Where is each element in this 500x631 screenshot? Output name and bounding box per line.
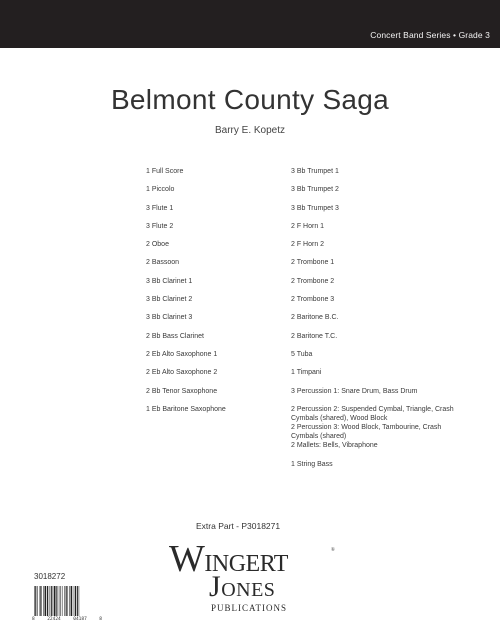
barcode-bar [75,586,76,616]
barcode-bar [79,586,80,616]
part-item: 2 Baritone T.C. [291,332,338,340]
barcode-bar [60,586,61,616]
svg-text:®: ® [331,548,335,553]
barcode-bar [35,586,36,616]
part-item: 5 Tuba [291,350,313,358]
barcode-digits [32,617,102,622]
parts-list-left [146,167,276,423]
barcode-bar [45,586,47,616]
barcode-bar [66,586,67,616]
part-item: 2 Bb Tenor Saxophone [146,387,218,395]
part-item: 2 F Horn 2 [291,241,325,249]
barcode-bar [34,586,35,616]
barcode-bar [69,586,70,616]
part-item: 3 Percussion 1: Snare Drum, Bass Drum [291,387,418,395]
barcode-bar [47,586,48,616]
part-item: 3 Bb Clarinet 3 [146,314,193,322]
part-item: 2 Trombone 1 [291,259,335,267]
part-item: 2 Bb Bass Clarinet [146,332,204,340]
barcode-bar [56,586,57,616]
part-item: 2 Percussion 3: Wood Block, Tambourine, Crash Cymbals (shared) [291,424,442,441]
part-item: 2 Trombone 2 [291,277,335,285]
logo-line-3: PUBLICATIONS [211,603,288,613]
barcode-bar [74,586,75,616]
part-item: 3 Bb Trumpet 2 [291,186,339,194]
barcode-bar [37,586,38,616]
part-item: 2 Eb Alto Saxophone 1 [146,350,218,358]
barcode-bar [64,586,65,616]
part-item: 2 Percussion 2: Suspended Cymbal, Triangle, Crash Cymbals (shared), Wood Block [291,405,454,422]
part-item: 3 Flute 1 [146,204,174,212]
part-item: 2 Eb Alto Saxophone 2 [146,369,218,377]
barcode-bar [49,586,50,616]
extra-part-label: Extra Part - P3018271 [196,521,281,531]
part-item: 3 Bb Clarinet 1 [146,277,193,285]
barcode-bar [53,586,54,616]
barcode-digit-group: 04187 [73,617,87,622]
barcode-bar [40,586,41,616]
publisher-logo [165,541,340,615]
logo-line-1: WINGERT [169,541,288,580]
part-item: 2 Mallets: Bells, Vibraphone [291,442,378,450]
barcode-digit-group: 8 [99,617,102,622]
part-item: 3 Bb Trumpet 1 [291,168,339,175]
logo-line-2: JONES [209,570,276,603]
barcode-digit-group: 22424 [47,617,61,622]
part-item: 3 Bb Clarinet 2 [146,296,193,304]
logo-line-1-rest: INGERT [204,551,288,577]
part-item: 1 String Bass [291,460,333,468]
part-item: 3 Bb Trumpet 3 [291,204,339,212]
part-item: 1 Full Score [146,168,184,175]
barcode-bar [77,586,78,616]
header-bar [0,0,500,48]
barcode-bar [51,586,52,616]
catalog-number: 3018272 [34,572,66,581]
barcode-bar [71,586,73,616]
barcode-bar [67,586,68,616]
barcode-bar [41,586,42,616]
barcode-bar [59,586,60,616]
parts-list-right [291,167,456,478]
barcode-bar [62,586,63,616]
barcode [34,586,100,616]
part-item: 2 Oboe [146,241,169,249]
barcode-digit-group: 8 [32,617,35,622]
page-title: Belmont County Saga [110,84,390,115]
barcode-bar [54,586,56,616]
series-label: Concert Band Series • Grade 3 [370,30,490,40]
part-item: 1 Eb Baritone Saxophone [146,405,226,413]
part-item: 2 Bassoon [146,259,180,267]
part-item: 1 Piccolo [146,186,175,194]
part-item: 1 Timpani [291,369,322,377]
part-item: 2 F Horn 1 [291,222,325,230]
composer-name: Barry E. Kopetz [214,125,286,136]
part-item: 2 Baritone B.C. [291,314,339,322]
barcode-bar [43,586,44,616]
part-item: 3 Flute 2 [146,222,174,230]
part-item: 2 Trombone 3 [291,296,335,304]
